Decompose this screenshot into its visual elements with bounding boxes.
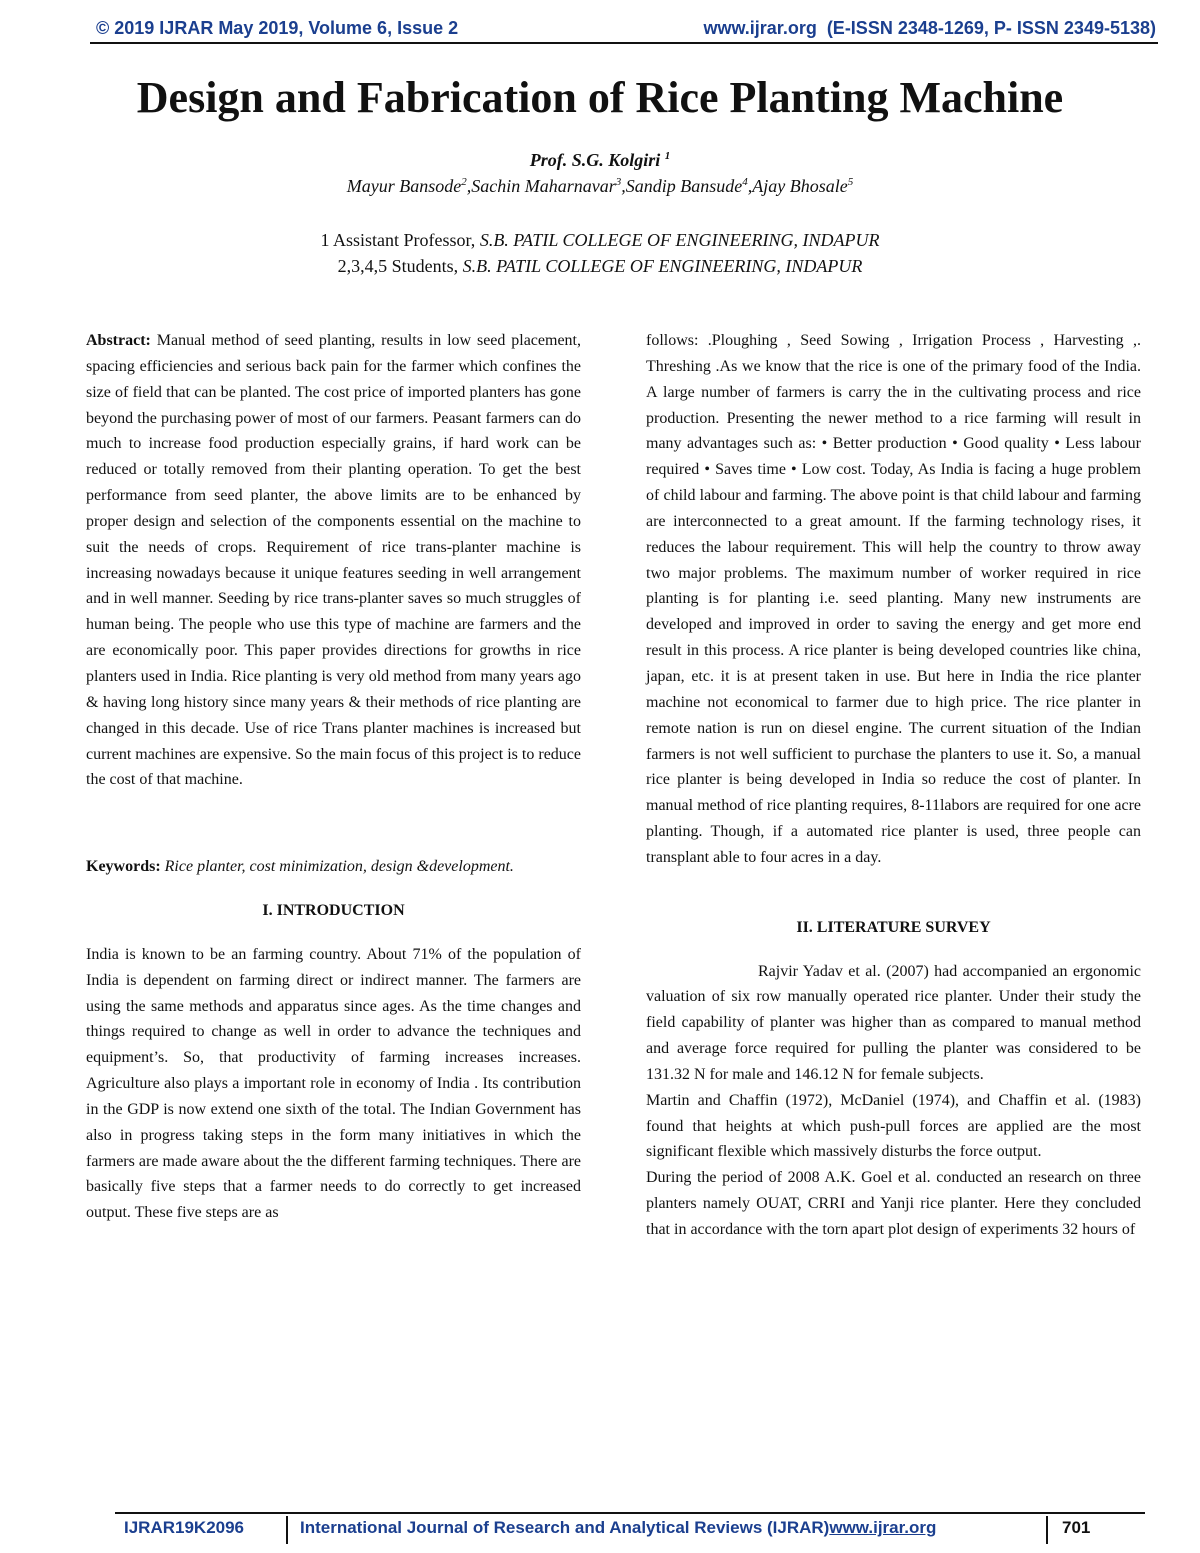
- section-heading-introduction: I. INTRODUCTION: [262, 902, 405, 920]
- student-author: Mayur Bansode: [346, 176, 462, 196]
- paper-id: IJRAR19K2096: [124, 1518, 245, 1537]
- student-author: ,Sachin Maharnavar: [466, 176, 616, 196]
- paper-title: Design and Fabrication of Rice Planting Machine: [136, 73, 1064, 122]
- journal-url-link[interactable]: www.ijrar.org: [829, 1518, 937, 1537]
- student-author: ,Ajay Bhosale: [747, 176, 848, 196]
- page-number: 701: [1062, 1518, 1091, 1537]
- journal-issn-header: www.ijrar.org (E-ISSN 2348-1269, P- ISSN 2349-5138): [703, 18, 1156, 38]
- footer-divider: [115, 1512, 1145, 1514]
- student-authors: Mayur Bansode$^2$,Sachin Maharnavar$^3$,Sandip Bansude$^4$,Ajay Bhosale$^5$: [346, 176, 854, 196]
- abstract-text: Manual method of seed planting, results in low seed placement, spacing efficiencies and serious back pain for the farmer which confines the size of field that can be planted. The cost price of imported planters has gone beyond the purchasing power of most of our farmers. Peasant farmers can do much to increase food production especially grains, if hard work can be reduced or totally removed from their planting operation. To get the best performance from seed planter, the above limits are to be enhanced by proper design and selection of the components essential on the machine to suit the needs of crops. Requirement of rice trans-planter machine is increasing nowadays because it unique features seeding in well arrangement and in well manner. Seeding by rice trans-planter saves so much struggles of human being. The people who use this type of machine are farmers and the are economically poor. This paper provides directions for growths in rice planters used in India. Rice planting is very old method from many years ago & having long history since many years & their methods of rice planting are changed in this decade. Use of rice Trans planter machines is increased but current machines are expensive. So the main focus of this project is to reduce the cost of that machine.: [86, 332, 581, 789]
- abstract: [86, 328, 581, 793]
- section-heading-literature: II. LITERATURE SURVEY: [796, 918, 991, 936]
- affiliation-students: 2,3,4,5 Students, S.B. PATIL COLLEGE OF ENGINEERING, INDAPUR: [337, 256, 863, 276]
- literature-paragraph: During the period of 2008 A.K. Goel et al. conducted an research on three planters namely OUAT, CRRI and Yanji rice planter. Here they concluded that in accordance with the torn apart plot design of experiments 32 hours of: [646, 1169, 1141, 1238]
- journal-name: International Journal of Research and Analytical Reviews (IJRAR): [300, 1518, 830, 1537]
- footer-separator: [1046, 1516, 1048, 1544]
- literature-paragraph: Rajvir Yadav et al. (2007) had accompanied an ergonomic valuation of six row manually operated rice planter. Under their study the field capability of planter was higher than as compared to manual method and average force required for pulling the planter was considered to be 131.32 N for male and 146.12 N for female subjects.: [646, 962, 1141, 1083]
- left-column: [86, 328, 581, 1226]
- student-author: ,Sandip Bansude: [621, 176, 743, 196]
- journal-issue-header: © 2019 IJRAR May 2019, Volume 6, Issue 2: [96, 18, 459, 38]
- affiliation-professor: 1 Assistant Professor, S.B. PATIL COLLEGE OF ENGINEERING, INDAPUR: [320, 230, 880, 250]
- footer-separator: [286, 1516, 288, 1544]
- introduction-text: India is known to be an farming country. About 71% of the population of India is dependent on farming direct or indirect manner. The farmers are using the same methods and apparatus since ages. As the time changes and things required to change as well in order to advance the techniques and equipment’s. So, that productivity of farming increases increases. Agriculture also plays a important role in economy of India . Its contribution in the GDP is now extend one sixth of the total. The Indian Government has also in progress taking steps in the form many initiatives in which the farmers are made aware about the the different farming techniques. There are basically five steps that a farmer needs to do correctly to get increased output. These five steps are as: [86, 945, 581, 1222]
- keywords-text: Rice planter, cost minimization, design &development.: [160, 858, 514, 876]
- keywords: [86, 854, 581, 880]
- primary-author-sup: 1: [664, 150, 671, 162]
- literature-paragraph: Martin and Chaffin (1972), McDaniel (1974), and Chaffin et al. (1983) found that heights at which push-pull forces are applied are the most significant flexible which massively disturbs the force output.: [646, 1091, 1141, 1161]
- introduction-continued: follows: .Ploughing , Seed Sowing , Irrigation Process , Harvesting ,. Threshing .As we know that the rice is one of the primary food of the India. A large number of farmers is carry the in the cultivating process and rice production. Presenting the newer method to a rice farming will result in many advantages such as: • Better production • Good quality • Less labour required • Saves time • Low cost. Today, As India is facing a huge problem of child labour and farming. The above point is that child labour and farming are interconnected to a great amount. If the farming technology rises, it reduces the labour requirement. This will help the country to throw away two major problems. The maximum number of worker required in rice planting is for planting i.e. seed planting. Many new instruments are developed and improved in order to saving the energy and get more end result in this process. A rice planter is being developed countries like china, japan, etc. it is at present taken in use. But here in India the rice planter machine not economical to farmer due to high price. The rice planter in remote nation is run on diesel engine. The current situation of the Indian farmers is not well sufficient to purchase the planters to use it. So, a manual rice planter is being developed in India so reduce the cost of planter. In manual method of rice planting requires, 8-11labors are required for one acre planting. Though, if a automated rice planter is used, three people can transplant able to four acres in a day.: [646, 332, 1141, 866]
- primary-author-name: Prof. S.G. Kolgiri: [529, 150, 661, 170]
- keywords-label: Keywords:: [86, 858, 161, 876]
- header-divider: [90, 42, 1158, 44]
- abstract-label: Abstract:: [86, 332, 151, 349]
- footer-journal: [300, 1518, 936, 1538]
- primary-author: [0, 150, 1200, 171]
- right-column: [646, 328, 1141, 1243]
